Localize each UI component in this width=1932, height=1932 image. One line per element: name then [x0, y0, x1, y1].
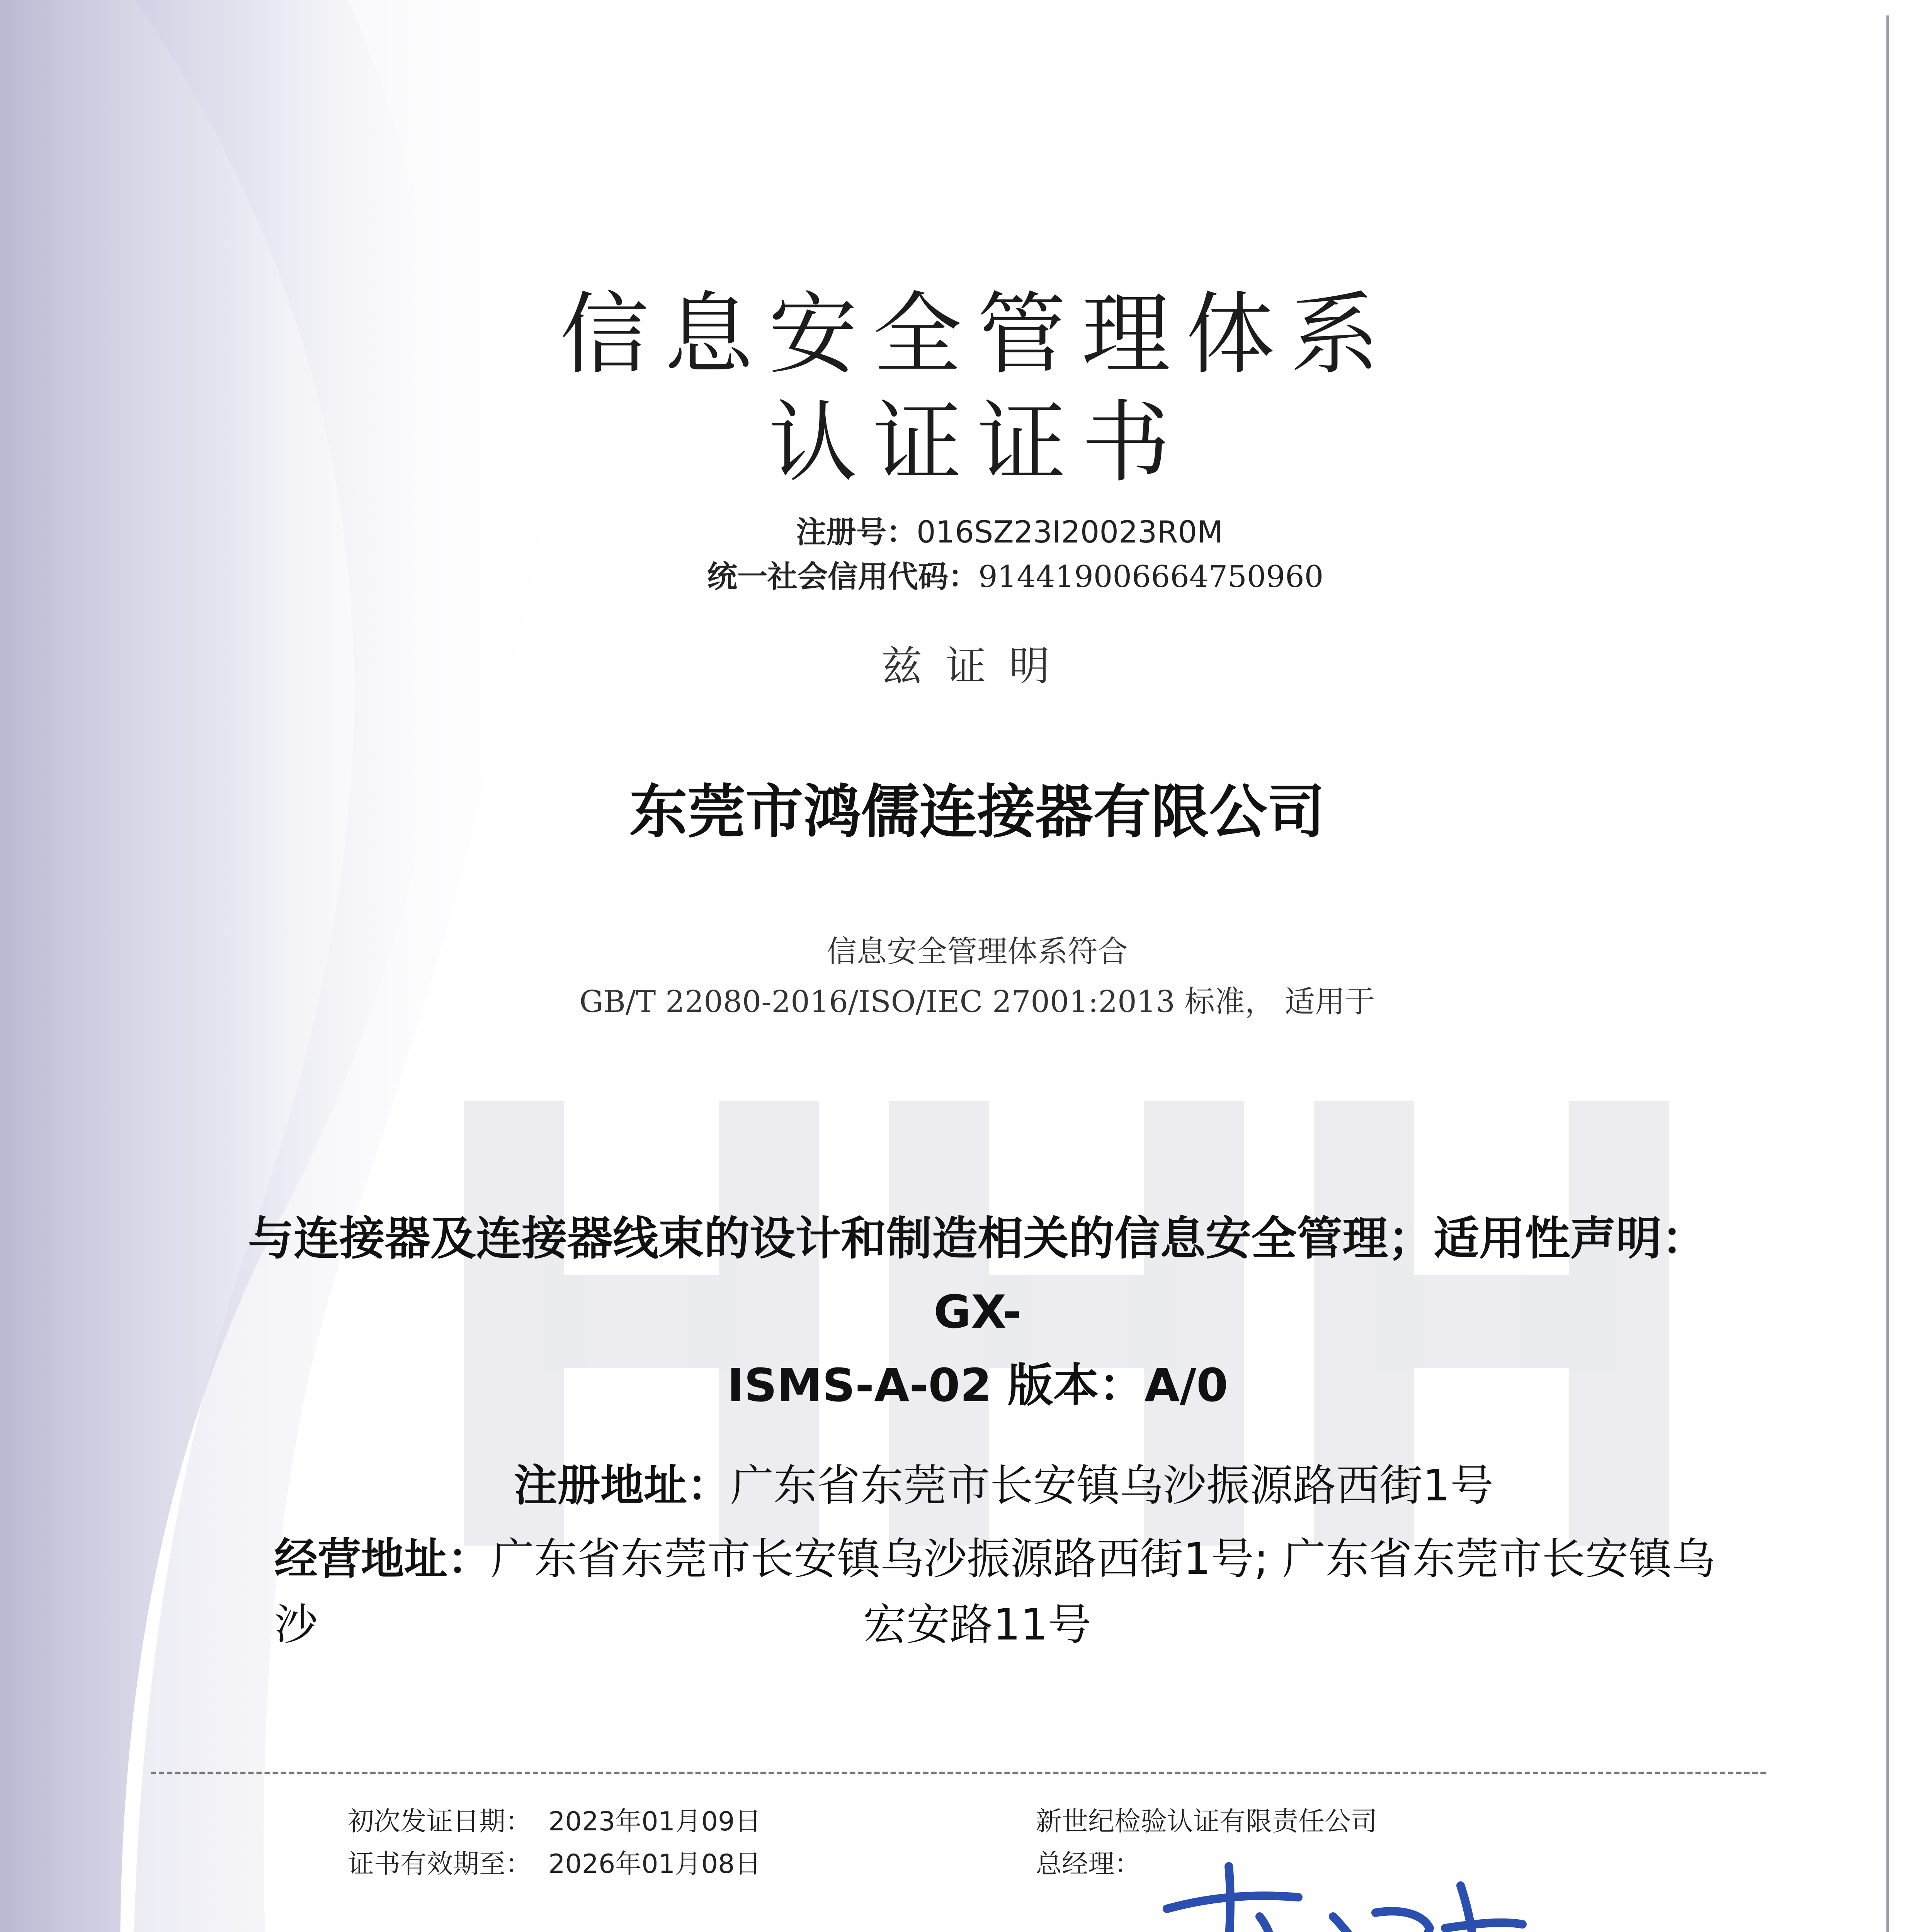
general-manager-signature	[1151, 1851, 1557, 1932]
registered-address-value: 广东省东莞市长安镇乌沙振源路西街1号	[730, 1461, 1494, 1511]
valid-until-value: 2026年01月08日	[548, 1849, 761, 1879]
dashed-divider	[151, 1772, 1766, 1774]
scope-line2: ISMS-A-02 版本：A/0	[727, 1359, 1228, 1412]
certificate-title-line1: 信息安全管理体系	[560, 283, 1395, 386]
valid-until-date	[348, 1843, 761, 1881]
business-address-value-line1: 广东省东莞市长安镇乌沙振源路西街1号; 广东省东莞市长安镇乌沙	[274, 1534, 1715, 1650]
first-issue-value: 2023年01月09日	[548, 1806, 761, 1837]
conformity-line1: 信息安全管理体系符合	[826, 934, 1128, 969]
company-name: 东莞市鸿儒连接器有限公司	[629, 779, 1325, 846]
scope-line1: 与连接器及连接器线束的设计和制造相关的信息安全管理；适用性声明：GX-	[248, 1212, 1707, 1338]
certify-text: 兹证明	[881, 643, 1073, 690]
conformity-line2: GB/T 22080-2016/ISO/IEC 27001:2013 标准， 适用于	[579, 985, 1375, 1019]
credit-code	[707, 553, 1323, 596]
business-address-label: 经营地址：	[274, 1534, 491, 1584]
registered-address-label: 注册地址：	[514, 1461, 730, 1511]
first-issue-label: 初次发证日期：	[348, 1806, 532, 1837]
registered-address	[514, 1453, 1493, 1519]
certificate-title-line2: 认证证书	[769, 391, 1186, 495]
first-issue-date	[348, 1801, 761, 1838]
issuer-name: 新世纪检验认证有限责任公司	[1036, 1806, 1378, 1837]
registration-number-label: 注册号：	[796, 515, 917, 550]
registration-number	[796, 508, 1223, 551]
credit-code-value: 914419006664750960	[978, 560, 1324, 594]
credit-code-label: 统一社会信用代码：	[707, 560, 979, 594]
valid-until-label: 证书有效期至：	[348, 1849, 532, 1879]
scope-statement	[216, 1202, 1739, 1422]
business-address-line2: 宏安路11号	[863, 1600, 1092, 1650]
general-manager-label: 总经理：	[1036, 1849, 1141, 1879]
registration-number-value: 016SZ23I20023R0M	[917, 515, 1223, 550]
